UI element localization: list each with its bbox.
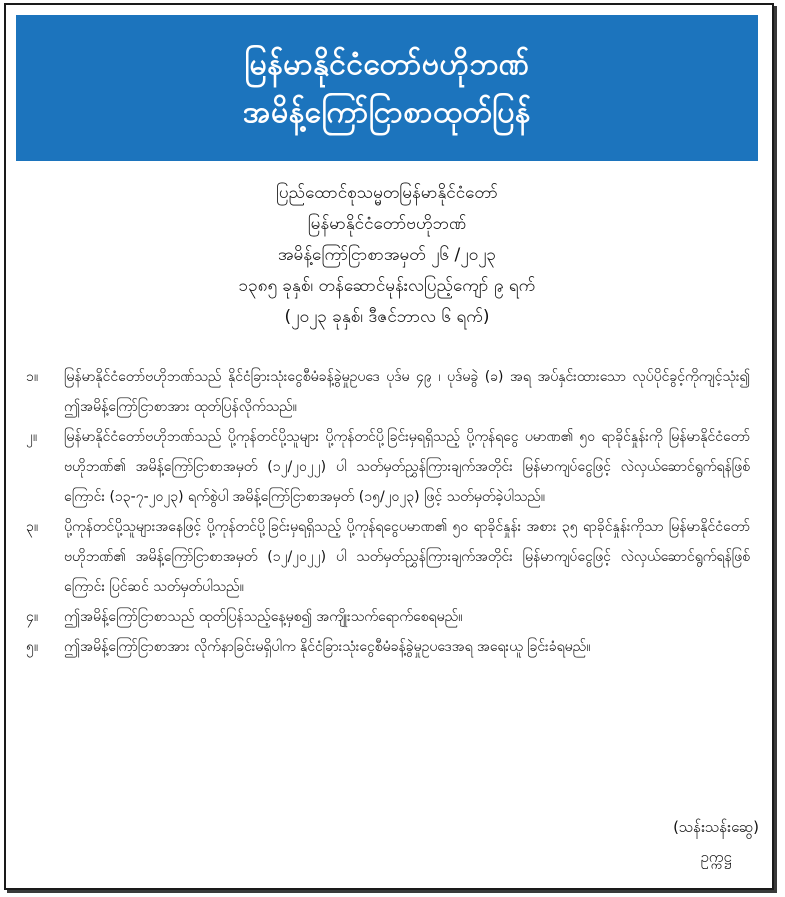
banner-title-line-1: မြန်မာနိုင်ငံတော်ဗဟိုဘဏ် [244,47,530,82]
notice-body [26,362,750,662]
signatory-name: (သန်းသန်းဆွေ) [673,818,759,836]
paragraph-number: ၃။ [26,519,39,535]
paragraph-text: ဤအမိန့်ကြော်ငြာစာသည် ထုတ်ပြန်သည့်နေ့မှစ၍ အကျိုးသက်ရောက်စေရမည်။ [64,609,463,625]
header-myanmar-date: ၁၃၈၅ ခုနှစ်၊ တန်ဆောင်မုန်းလပြည့်ကျော် ၉ ရက် [238,276,536,296]
paragraph-text: ပို့ကုန်တင်ပို့သူများအနေဖြင့် ပို့ကုန်တင်ပို့ခြင်းမှရရှိသည့် ပို့ကုန်ရငွေပမာဏ၏ ၅၀ ရာခိုင်နှုန်း အစား ၃၅ ရာခိုင်နှုန်းကိုသာ မြန်မာနိုင်ငံတော်ဗဟိုဘဏ်၏ အမိန့်ကြော်ငြာစာအမှတ် (၁၂/၂၀၂၂) ပါ သတ်မှတ်ညွှန်ကြားချက်အတိုင်း မြန်မာကျပ်ငွေဖြင့် လဲလှယ်ဆောင်ရွက်ရန်ဖြစ်ကြောင်း ပြင်ဆင် သတ်မှတ်ပါသည်။ [64,519,750,595]
header-gregorian-date: (၂၀၂၃ ခုနှစ်၊ ဒီဇင်ဘာလ ၆ ရက်) [284,307,490,327]
paragraph [26,512,750,602]
paragraph-number: ၂။ [26,429,38,445]
header-country: ပြည်ထောင်စုသမ္မတမြန်မာနိုင်ငံတော် [276,183,498,203]
header-issuer: မြန်မာနိုင်ငံတော်ဗဟိုဘဏ် [307,214,467,234]
title-banner [16,15,758,161]
paragraph [26,632,750,662]
header-notification-number: အမိန့်ကြော်ငြာစာအမှတ် ၂၆ /၂၀၂၃ [277,245,497,265]
paragraph [26,422,750,512]
paragraph [26,602,750,632]
signatory-title: ဥက္ကဋ္ဌ [700,848,732,866]
paragraph-number: ၄။ [26,609,39,625]
notice-header [16,178,758,333]
paragraph-text: မြန်မာနိုင်ငံတော်ဗဟိုဘဏ်သည် ပို့ကုန်တင်ပို့သူများ ပို့ကုန်တင်ပို့ခြင်းမှရရှိသည့် ပို့ကုန်ရငွေ ပမာဏ၏ ၅၀ ရာခိုင်နှုန်းကို မြန်မာနိုင်ငံတော်ဗဟိုဘဏ်၏ အမိန့်ကြော်ငြာစာအမှတ် (၁၂/၂၀၂၂) ပါ သတ်မှတ်ညွှန်ကြားချက်အတိုင်း မြန်မာကျပ်ငွေဖြင့် လဲလှယ်ဆောင်ရွက်ရန်ဖြစ်ကြောင်း (၁၃-၇-၂၀၂၃) ရက်စွဲပါ အမိန့်ကြော်ငြာစာအမှတ် (၁၅/၂၀၂၃) ဖြင့် သတ်မှတ်ခဲ့ပါသည်။ [64,429,750,505]
paragraph-text: မြန်မာနိုင်ငံတော်ဗဟိုဘဏ်သည် နိုင်ငံခြားသုံးငွေစီမံခန့်ခွဲမှုဥပဒေ ပုဒ်မ ၄၉ ၊ ပုဒ်မခွဲ (ခ) အရ အပ်နှင်းထားသော လုပ်ပိုင်ခွင့်ကိုကျင့်သုံး၍ ဤအမိန့်ကြော်ငြာစာအား ထုတ်ပြန်လိုက်သည်။ [64,369,750,415]
signature-block [673,812,759,872]
paragraph-number: ၅။ [26,639,39,655]
paragraph-number: ၁။ [26,369,39,385]
banner-title-line-2: အမိန့်ကြော်ငြာစာထုတ်ပြန် [243,95,531,130]
paragraph [26,362,750,422]
paragraph-text: ဤအမိန့်ကြော်ငြာစာအား လိုက်နာခြင်းမရှိပါက နိုင်ငံခြားသုံးငွေစီမံခန့်ခွဲမှုဥပဒေအရ အရေးယူ ခြင်းခံရမည်။ [64,639,591,655]
